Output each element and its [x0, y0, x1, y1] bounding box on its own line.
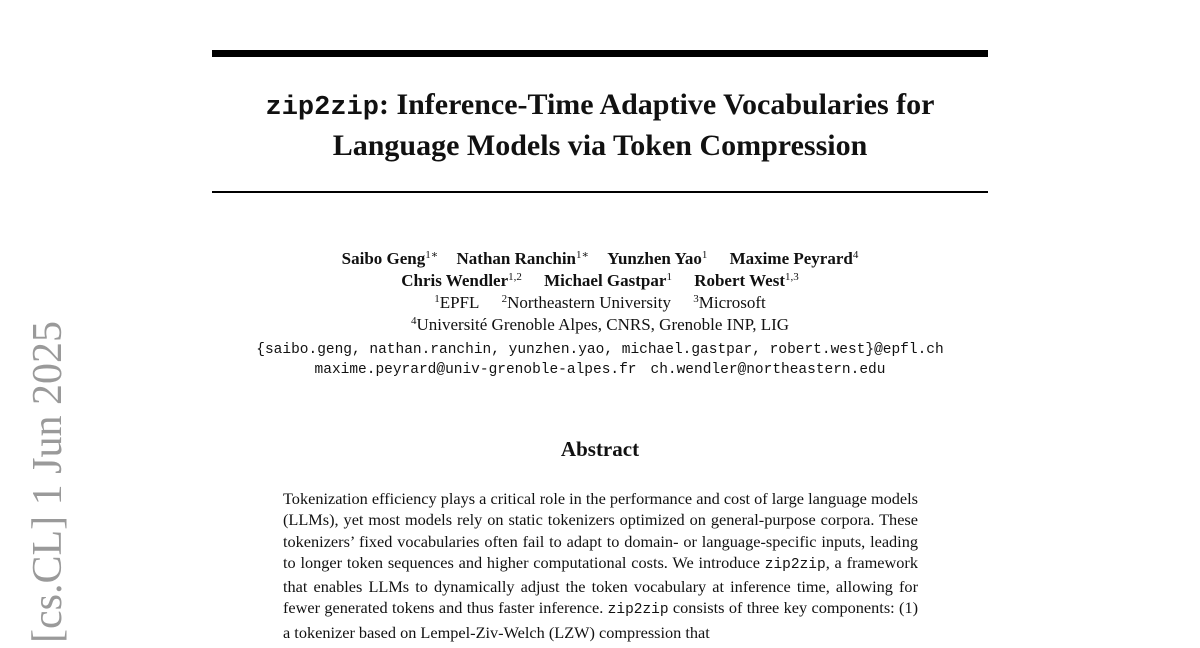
title-bottom-rule	[212, 191, 988, 193]
affiliation-name: Université Grenoble Alpes, CNRS, Grenoble INP, LIG	[416, 315, 790, 334]
author-sup: 1,3	[785, 271, 799, 283]
paper-title	[212, 86, 988, 165]
author-block	[150, 248, 1050, 336]
affiliation-sup: 1	[434, 293, 440, 305]
affiliation-sup: 4	[410, 315, 417, 327]
email-line-1: {saibo.geng, nathan.ranchin, yunzhen.yao, michael.gastpar, robert.west}@epfl.ch	[256, 342, 944, 358]
arxiv-side-stamp: [cs.CL] 1 Jun 2025	[25, 321, 71, 643]
affiliation-name: Microsoft	[698, 293, 766, 312]
author-sup: 1∗	[425, 249, 439, 261]
affiliation-line-1	[150, 292, 1050, 314]
author-sup: 1	[701, 249, 708, 261]
author-sup: 1,2	[508, 271, 522, 283]
author-sup: 1	[666, 271, 672, 283]
abstract-text-3: consists of three key components: (1) a tokenizer based on Lempel-Ziv-Welch (LZW) compression that	[283, 598, 919, 642]
abstract-code-2: zip2zip	[607, 602, 669, 619]
abstract-code-1: zip2zip	[764, 556, 826, 573]
author-name: Maxime Peyrard	[729, 249, 853, 268]
abstract-text-1: Tokenization efficiency plays a critical role in the performance and cost of large language models (LLMs), yet most models rely on static tokenizers optimized on general-purpose corpora. These tokenizers’ fixed vocabularies often fail to adapt to domain- or language-specific inputs, leading to longer token sequences and higher computational costs. We introduce	[283, 489, 918, 572]
author-name: Nathan Ranchin	[456, 249, 577, 268]
email-peyrard: maxime.peyrard@univ-grenoble-alpes.fr	[314, 362, 637, 378]
author-name: Michael Gastpar	[544, 271, 667, 290]
abstract-body	[283, 488, 918, 643]
author-line-1	[150, 248, 1050, 270]
author-name: Robert West	[694, 271, 785, 290]
author-name: Chris Wendler	[401, 271, 509, 290]
affiliation-name: EPFL	[439, 293, 480, 312]
affiliation-name: Northeastern University	[507, 293, 671, 312]
title-line2: Language Models via Token Compression	[332, 129, 868, 162]
email-block	[150, 340, 1050, 380]
abstract-text-2: , a framework that enables LLMs to dynamically adjust the token vocabulary at inference time, allowing for fewer generated tokens and thus faster inference.	[283, 552, 918, 618]
affiliation-line-2	[150, 314, 1050, 336]
email-wendler: ch.wendler@northeastern.edu	[650, 362, 886, 378]
title-line1-rest: : Inference-Time Adaptive Vocabularies for	[378, 88, 935, 121]
abstract-heading: Abstract	[560, 437, 640, 461]
affiliation-sup: 3	[693, 293, 699, 305]
author-name: Yunzhen Yao	[607, 249, 702, 268]
title-system-name: zip2zip	[265, 93, 379, 123]
author-name: Saibo Geng	[341, 249, 426, 268]
email-line-2	[150, 360, 1050, 380]
affiliation-sup: 2	[501, 293, 508, 305]
author-sup: 4	[852, 249, 859, 261]
author-line-2	[150, 270, 1050, 292]
title-top-rule	[212, 50, 988, 57]
author-sup: 1∗	[576, 249, 589, 261]
